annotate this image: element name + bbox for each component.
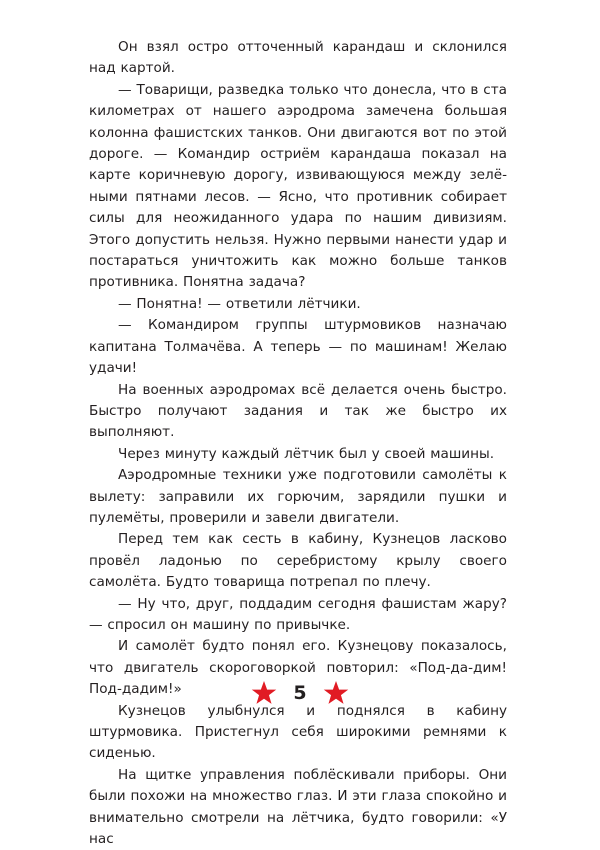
paragraph: — Товарищи, разведка только что донесла, что в ста километрах от нашего аэродрома замечена большая колонна фашистских танков. Они двигаются вот по этой дороге. — Командир остриём карандаша показал на карте коричневую дорогу, извивающуюся между зелёными пятнами лесов. — Ясно, что противник собирает силы для неожиданного удара по нашим дивизиям. Этого допустить нельзя. Нужно первыми нанести удар и постараться уничтожить как можно больше танков противника. Понятна задача? [89,81,507,291]
page-number: 5 [293,682,307,704]
paragraph: Перед тем как сесть в кабину, Кузнецов ласково провёл ладонью по серебристому крылу своего самолёта. Будто товарища потрепал по плечу. [89,531,507,591]
star-icon [323,680,349,706]
paragraph: — Командиром группы штурмовиков назначаю капитана Толмачёва. А теперь — по машинам! Желаю удачи! [89,317,507,377]
paragraph: — Ну что, друг, поддадим сегодня фашистам жару? — спросил он машину по привычке. [89,595,507,633]
page-body [89,37,507,850]
paragraph: Аэродромные техники уже подготовили самолёты к вылету: заправили их горючим, зарядили пушки и пулемёты, проверили и завели двигатели. [89,467,507,526]
paragraph: — Понятна! — ответили лётчики. [118,295,361,312]
paragraph: Через минуту каждый лётчик был у своей машины. [118,445,495,462]
star-icon [251,680,277,706]
paragraph: Он взял остро отточенный карандаш и склонился над картой. [89,39,507,77]
paragraph: На щитке управления поблёскивали приборы. Они были похожи на множество глаз. И эти глаза спокойно и внимательно смотрели на лётчика, будто говорили: «У нас [89,766,507,848]
paragraph: Кузнецов улыбнулся и поднялся в кабину штурмовика. Пристегнул себя широкими ремнями к сиденью. [89,702,507,762]
page-footer [0,676,600,710]
paragraph: На военных аэродромах всё делается очень быстро. Быстро получают задания и так же быстро их выполняют. [89,381,507,441]
paragraph: И самолёт будто понял его. Кузнецову показалось, что двигатель скороговоркой повторил: «Под-да-дим! Под-дадим!» [89,638,507,698]
